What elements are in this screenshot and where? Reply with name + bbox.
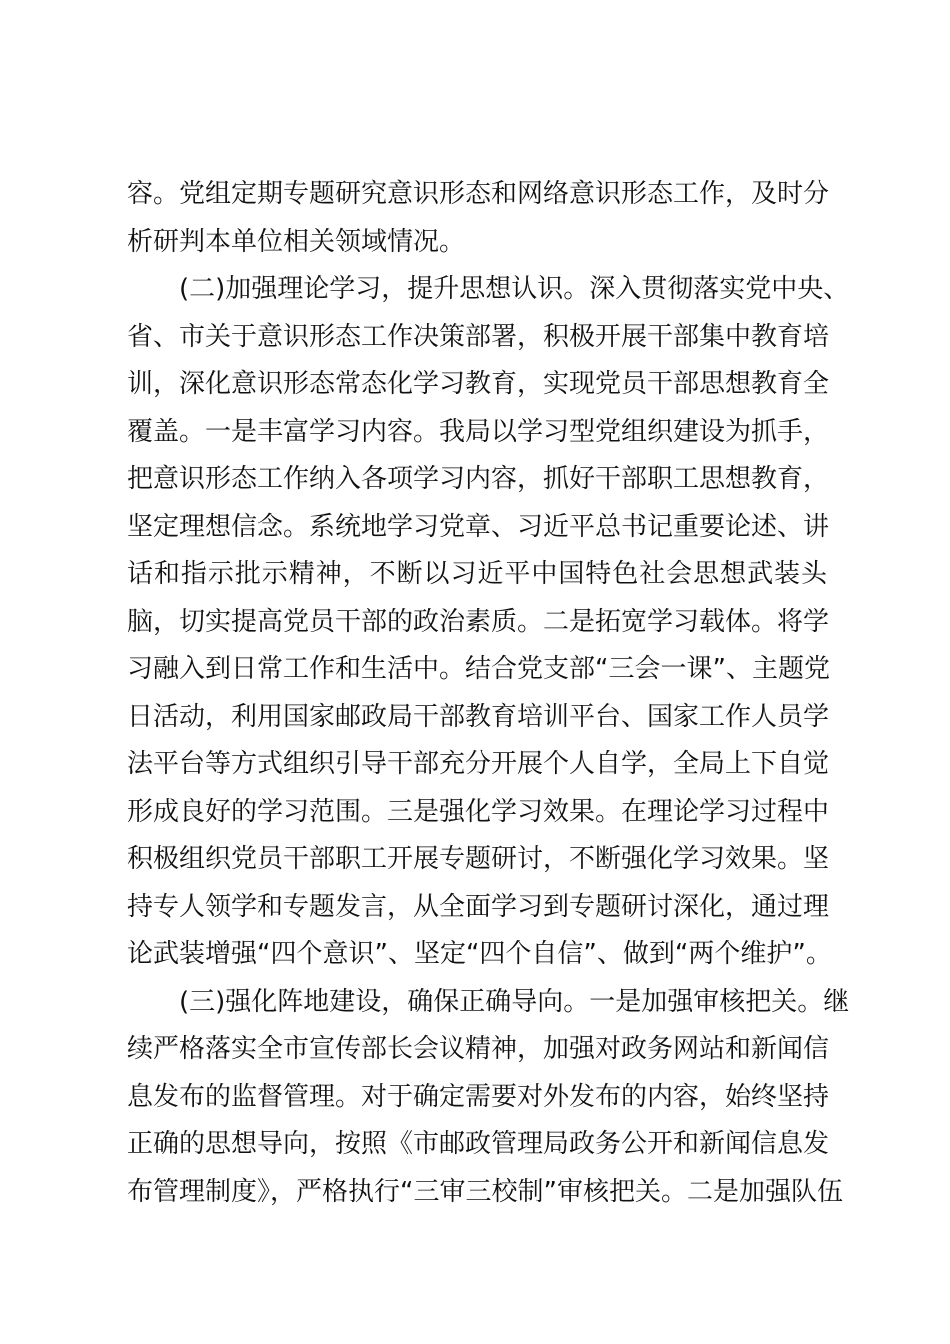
text-line: 日活动，利用国家邮政局干部教育培训平台、国家工作人员学 xyxy=(127,701,830,732)
text-line: 把意识形态工作纳入各项学习内容，抓好干部职工思想教育， xyxy=(127,464,830,494)
text-line: 法平台等方式组织引导干部充分开展个人自学，全局上下自觉 xyxy=(127,749,830,779)
text-line: 脑，切实提高党员干部的政治素质。二是拓宽学习载体。将学 xyxy=(127,606,830,637)
text-line: 习融入到日常工作和生活中。结合党支部“三会一课”、主题党 xyxy=(127,654,830,684)
text-line: 正确的思想导向，按照《市邮政管理局政务公开和新闻信息发 xyxy=(127,1129,830,1159)
text-line: 析研判本单位相关领域情况。 xyxy=(127,226,466,257)
text-line: 形成良好的学习范围。三是强化学习效果。在理论学习过程中 xyxy=(127,796,830,827)
text-line: 坚定理想信念。系统地学习党章、习近平总书记重要论述、讲 xyxy=(127,511,830,542)
text-line: 续严格落实全市宣传部长会议精神，加强对政务网站和新闻信 xyxy=(127,1034,830,1064)
text-line: 容。党组定期专题研究意识形态和网络意识形态工作，及时分 xyxy=(127,179,830,209)
text-line: 布管理制度》，严格执行“三审三校制”审核把关。二是加强队伍 xyxy=(127,1176,843,1207)
text-line: 积极组织党员干部职工开展专题研讨，不断强化学习效果。坚 xyxy=(127,844,830,874)
text-line: 话和指示批示精神，不断以习近平中国特色社会思想武装头 xyxy=(127,559,827,589)
section-heading-line: (三)强化阵地建设，确保正确导向。一是加强审核把关。继 xyxy=(179,986,850,1017)
text-line: 论武装增强“四个意识”、坚定“四个自信”、做到“两个维护”。 xyxy=(127,939,832,969)
text-line: 持专人领学和专题发言，从全面学习到专题研讨深化，通过理 xyxy=(127,891,830,922)
document-body xyxy=(127,171,850,1216)
text-line: 覆盖。一是丰富学习内容。我局以学习型党组织建设为抓手， xyxy=(127,416,830,447)
text-line: 息发布的监督管理。对于确定需要对外发布的内容，始终坚持 xyxy=(127,1081,830,1112)
text-line: 训，深化意识形态常态化学习教育，实现党员干部思想教育全 xyxy=(127,369,830,399)
section-heading-line: (二)加强理论学习，提升思想认识。深入贯彻落实党中央、 xyxy=(179,274,850,304)
text-line: 省、市关于意识形态工作决策部署，积极开展干部集中教育培 xyxy=(127,321,830,352)
